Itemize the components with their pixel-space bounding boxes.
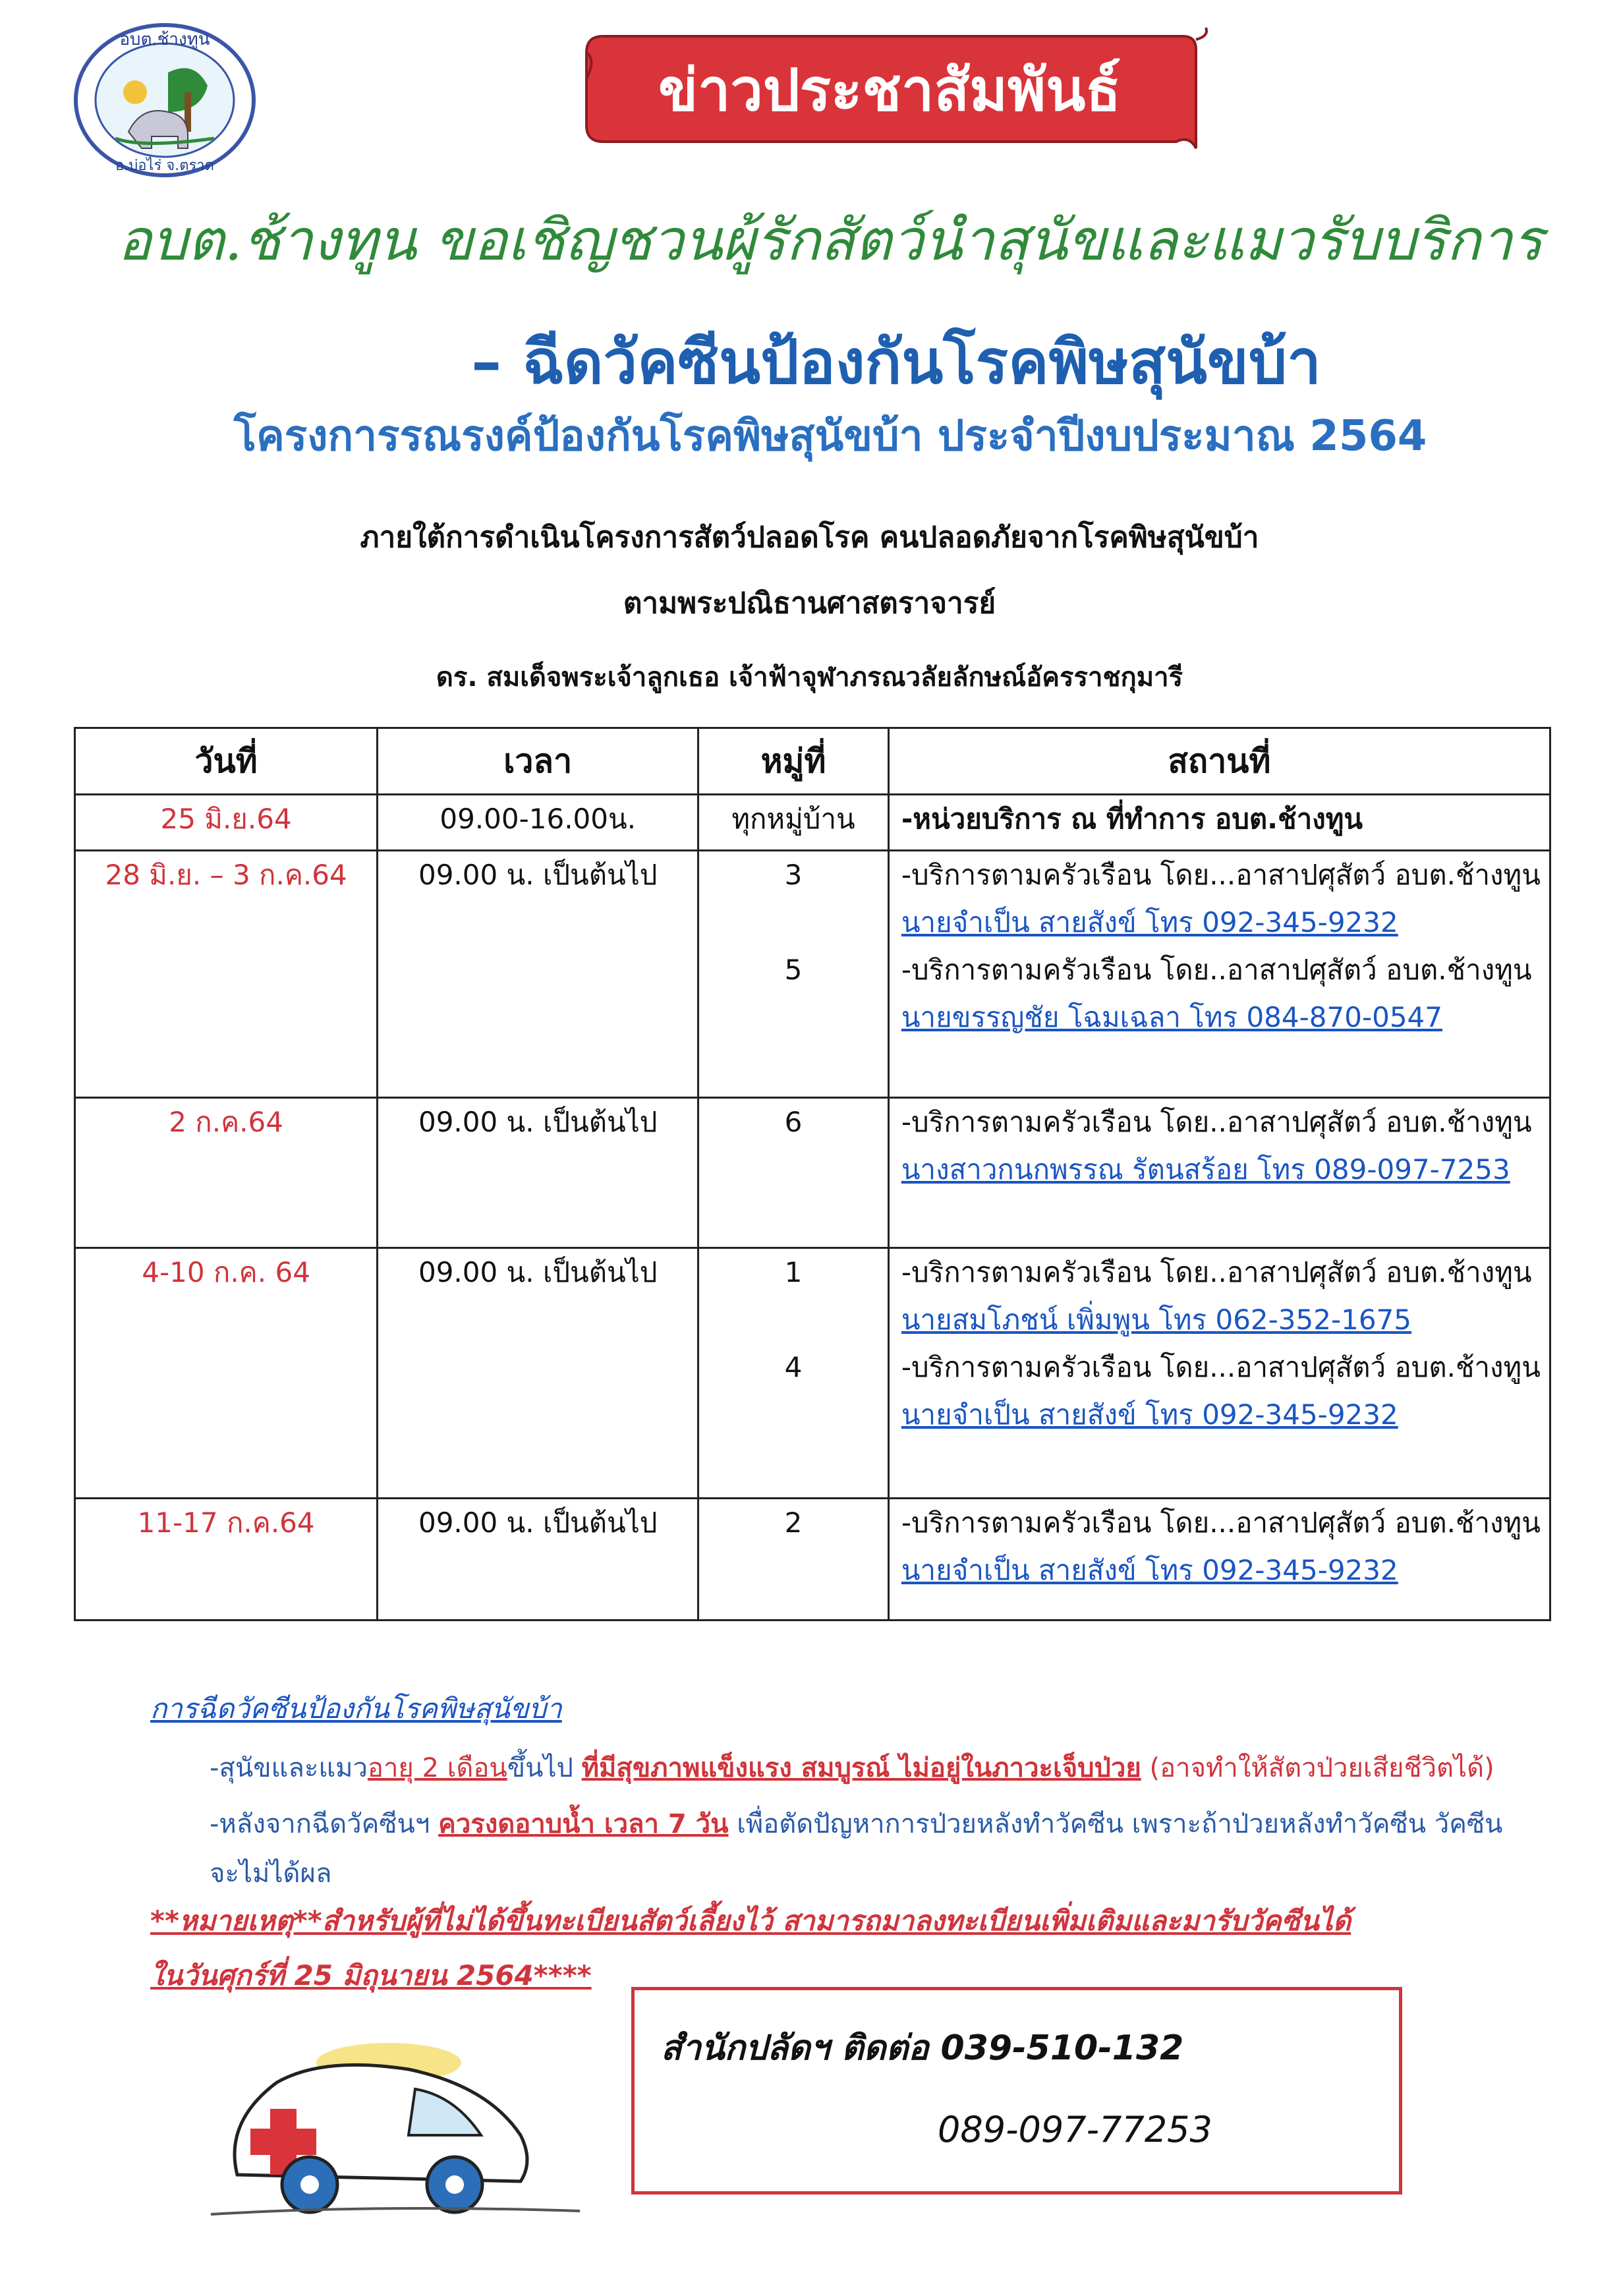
row-date: 11-17 ก.ค.64 <box>137 1507 315 1539</box>
row-place: -บริการตามครัวเรือน โดย...อาสาปศุสัตว์ อบต.ช้างทูน <box>901 1507 1541 1539</box>
table-row <box>75 1248 1550 1499</box>
row-village: 6 <box>784 1106 803 1138</box>
banner-title: ข่าวประชาสัมพันธ์ <box>658 56 1122 124</box>
ambulance-illustration <box>198 2010 593 2227</box>
volunteer-contact-link[interactable]: นายจำเป็น สายสังข์ โทร 092-345-9232 <box>901 1554 1398 1586</box>
row-time: 09.00-16.00น. <box>440 803 637 835</box>
office-contact: สำนักปลัดฯ ติดต่อ 039-510-132 <box>661 2028 1184 2068</box>
row-village: ทุกหมู่บ้าน <box>731 803 855 835</box>
header-village: หมู่ที่ <box>698 728 889 795</box>
row-time: 09.00 น. เป็นต้นไป <box>418 1106 658 1138</box>
table-row <box>75 1098 1550 1248</box>
row-place: -บริการตามครัวเรือน โดย..อาสาปศุสัตว์ อบต.ช้างทูน <box>901 1106 1532 1138</box>
logo-bottom-text: อ.บ่อไร่ จ.ตราด <box>115 158 214 174</box>
header-time: เวลา <box>378 728 698 795</box>
table-row <box>75 795 1550 851</box>
row-date: 2 ก.ค.64 <box>169 1106 283 1138</box>
organization-logo <box>69 20 260 181</box>
table-row <box>75 851 1550 1098</box>
volunteer-contact-link[interactable]: นายจำเป็น สายสังข์ โทร 092-345-9232 <box>901 1398 1398 1431</box>
row-village: 2 <box>784 1507 803 1539</box>
row-place-2: -บริการตามครัวเรือน โดย..อาสาปศุสัตว์ อบต.ช้างทูน <box>901 954 1532 986</box>
registration-date: ในวันศุกร์ที่ 25 มิถุนายน 2564**** <box>150 1959 592 1992</box>
row-date: 25 มิ.ย.64 <box>160 803 292 835</box>
header-date: วันที่ <box>75 728 378 795</box>
project-line: ภายใต้การดำเนินโครงการสัตว์ปลอดโรค คนปลอดภัยจากโรคพิษสุนัขบ้า <box>360 521 1259 554</box>
notes-heading: การฉีดวัคซีนป้องกันโรคพิษสุนัขบ้า <box>150 1692 562 1725</box>
row-place-2: -บริการตามครัวเรือน โดย...อาสาปศุสัตว์ อบต.ช้างทูน <box>901 1351 1541 1383</box>
contact-box <box>631 1987 1402 2195</box>
vaccination-title: – ฉีดวัคซีนป้องกันโรคพิษสุนัขบ้า <box>471 327 1321 397</box>
note1-health: ที่มีสุขภาพแข็งแรง สมบูรณ์ ไม่อยู่ในภาวะเจ็บป่วย <box>581 1753 1141 1783</box>
row-place: -บริการตามครัวเรือน โดย..อาสาปศุสัตว์ อบต.ช้างทูน <box>901 1256 1532 1288</box>
registration-remark: **หมายเหตุ**สำหรับผู้ที่ไม่ได้ขึ้นทะเบียนสัตว์เลี้ยงไว้ สามารถมาลงทะเบียนเพิ่มเติมและมารับวัคซีนได้ <box>150 1905 1351 1937</box>
row-time: 09.00 น. เป็นต้นไป <box>418 1507 658 1539</box>
row-date: 28 มิ.ย. – 3 ก.ค.64 <box>105 859 347 891</box>
row-village-2: 4 <box>784 1351 803 1383</box>
note2-continuation: จะไม่ได้ผล <box>210 1858 332 1889</box>
invitation-heading: อบต.ช้างทูน ขอเชิญชวนผู้รักสัตว์นำสุนัขและแมวรับบริการ <box>117 208 1543 273</box>
row-place: -หน่วยบริการ ณ ที่ทำการ อบต.ช้างทูน <box>901 803 1363 835</box>
row-time: 09.00 น. เป็นต้นไป <box>418 859 658 891</box>
row-village: 3 <box>784 859 803 891</box>
row-place: -บริการตามครัวเรือน โดย...อาสาปศุสัตว์ อบต.ช้างทูน <box>901 859 1541 891</box>
campaign-title: โครงการรณรงค์ป้องกันโรคพิษสุนัขบ้า ประจำปีงบประมาณ 2564 <box>233 412 1427 461</box>
note1-age: อายุ 2 เดือน <box>367 1753 507 1783</box>
row-time: 09.00 น. เป็นต้นไป <box>418 1256 658 1288</box>
note-bathing <box>210 1802 1502 1845</box>
schedule-table <box>74 727 1551 1621</box>
news-banner <box>580 26 1212 158</box>
logo-top-text: อบต.ช้างทูน <box>119 30 210 49</box>
volunteer-contact-link[interactable]: นายจำเป็น สายสังข์ โทร 092-345-9232 <box>901 906 1398 938</box>
row-village-2: 5 <box>784 954 803 986</box>
header-place: สถานที่ <box>888 728 1550 795</box>
note1-text-a: -สุนัขและแมว <box>210 1753 368 1783</box>
volunteer-contact-link[interactable]: นายขรรญชัย โฉมเฉลา โทร 084-870-0547 <box>901 1001 1442 1033</box>
volunteer-contact-link[interactable]: นางสาวกนกพรรณ รัตนสร้อย โทร 089-097-7253 <box>901 1153 1510 1186</box>
table-row <box>75 1499 1550 1621</box>
row-village: 1 <box>784 1256 803 1288</box>
row-date: 4-10 ก.ค. 64 <box>142 1256 310 1288</box>
princess-line: ดร. สมเด็จพระเจ้าลูกเธอ เจ้าฟ้าจุฬาภรณวลัยลักษณ์อัครราชกุมารี <box>436 662 1183 693</box>
note2-no-bath: ควรงดอาบน้ำ เวลา 7 วัน <box>438 1809 729 1839</box>
note1-text-c: ขึ้นไป <box>507 1753 582 1783</box>
note-age-requirement <box>210 1746 1494 1789</box>
contact-phone[interactable]: 089-097-77253 <box>938 2109 1212 2150</box>
note1-warning: (อาจทำให้สัตวป่วยเสียชีวิตได้) <box>1141 1753 1494 1783</box>
note2-text-c: เพื่อตัดปัญหาการป่วยหลังทำวัคซีน เพราะถ้าป่วยหลังทำวัคซีน วัคซีน <box>728 1809 1503 1839</box>
table-header-row <box>75 728 1550 795</box>
volunteer-contact-link[interactable]: นายสมโภชน์ เพิ่มพูน โทร 062-352-1675 <box>901 1304 1412 1336</box>
note2-text-a: -หลังจากฉีดวัคซีนฯ <box>210 1809 439 1839</box>
patron-line: ตามพระปณิธานศาสตราจารย์ <box>623 587 996 620</box>
